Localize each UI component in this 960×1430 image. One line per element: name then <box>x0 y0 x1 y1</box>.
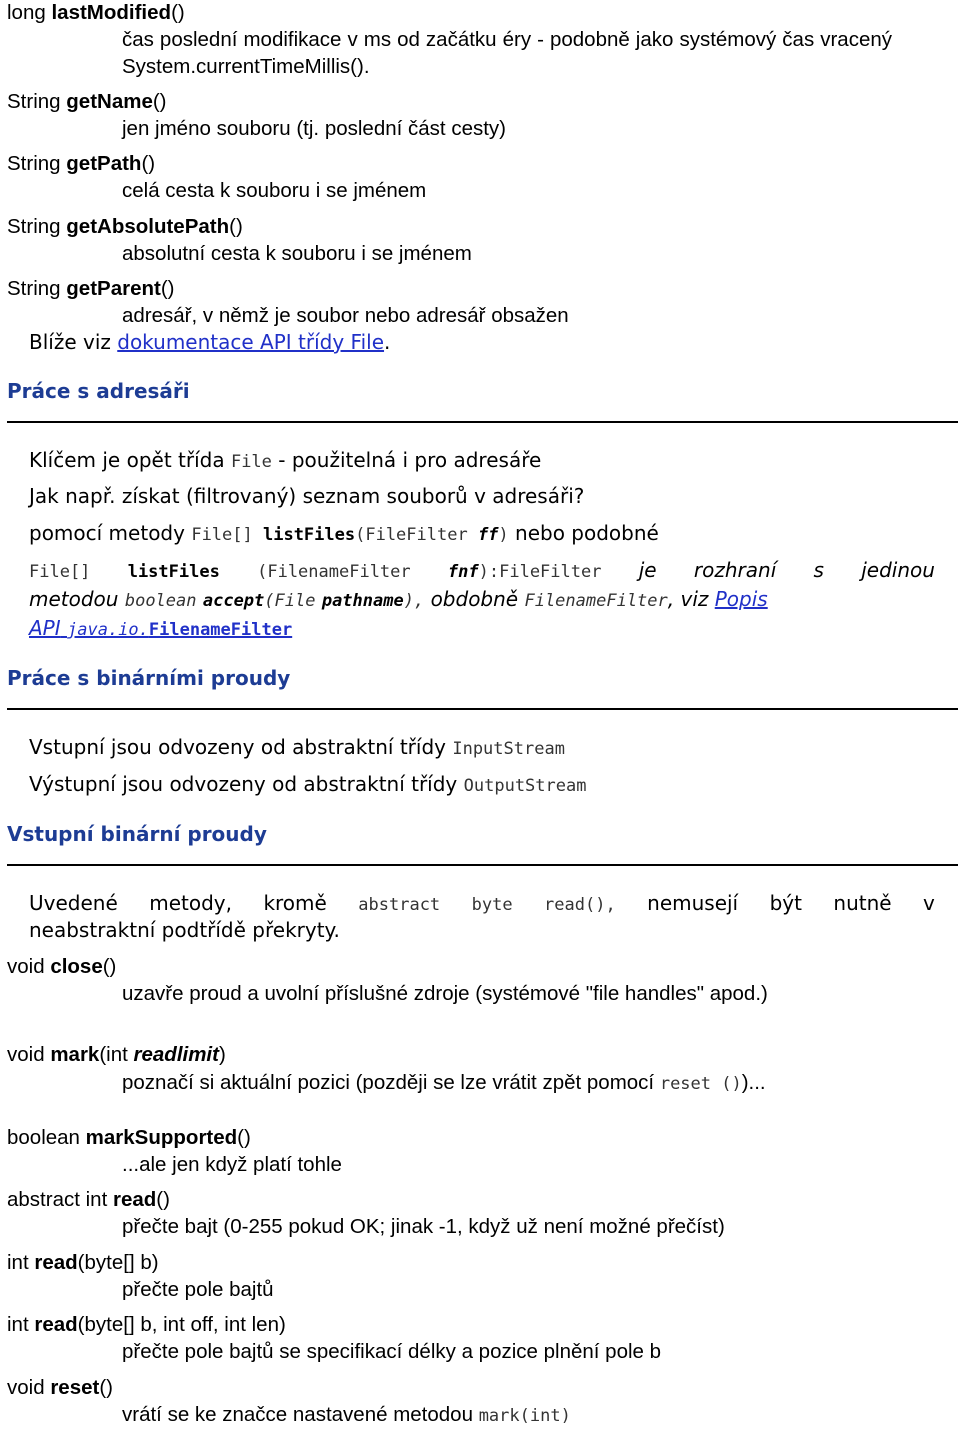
method-name: reset <box>50 1376 100 1399</box>
code: abstract <box>358 895 441 915</box>
section-heading-binary-streams: Práce s binárními proudy <box>7 666 291 690</box>
method-description: přečte pole bajtů <box>122 1278 274 1301</box>
method-name: getParent <box>66 277 161 300</box>
section-divider <box>7 864 958 866</box>
return-type: void <box>7 955 51 978</box>
code-method: listFiles <box>127 562 220 582</box>
return-type: int <box>7 1251 35 1274</box>
method-name: getPath <box>66 152 142 175</box>
see-also-suffix: . <box>384 330 391 354</box>
text: nebo podobné <box>508 521 659 545</box>
see-also-line <box>29 329 390 355</box>
method-params: ) <box>218 1043 226 1066</box>
return-type: int <box>7 1313 35 1336</box>
method-description: celá cesta k souboru i se jménem <box>122 179 427 202</box>
method-params: (byte[] b, int off, int len) <box>77 1313 286 1336</box>
method-params: () <box>229 215 243 238</box>
code-param: fnf <box>447 562 479 582</box>
api-link[interactable]: Popis <box>714 587 768 611</box>
api-file-doc-link[interactable]: dokumentace API třídy File <box>117 330 385 354</box>
return-type: void <box>7 1043 51 1066</box>
text: Výstupní jsou odvozeny od abstraktní třídy <box>29 772 464 796</box>
text: nutně <box>833 891 892 915</box>
paragraph-line <box>29 889 935 919</box>
method-description: přečte pole bajtů se specifikací délky a pozice plnění pole b <box>122 1340 662 1363</box>
text: s <box>813 558 824 582</box>
text: - použitelná i pro adresáře <box>271 448 542 472</box>
method-params: () <box>141 152 156 175</box>
filename-filter-api-link[interactable] <box>29 616 292 640</box>
text: je <box>638 558 657 582</box>
code: File[] <box>29 562 91 582</box>
return-type: String <box>7 277 61 300</box>
paragraph <box>29 520 659 548</box>
method-name: getName <box>66 90 153 113</box>
code: read(), <box>544 895 616 915</box>
method-params: () <box>99 1376 113 1399</box>
paragraph-line <box>29 585 768 616</box>
method-signature <box>7 1312 286 1338</box>
return-type: long <box>7 1 46 24</box>
code-outputstream: OutputStream <box>463 776 587 796</box>
code: (FilenameFilter <box>257 562 411 582</box>
method-signature <box>7 1187 170 1213</box>
text: metodou <box>29 587 119 611</box>
return-type: boolean <box>7 1126 86 1149</box>
method-description: absolutní cesta k souboru i se jménem <box>122 242 472 265</box>
code: FilenameFilter <box>524 591 668 611</box>
code-mark: mark(int) <box>478 1406 571 1426</box>
method-description <box>122 1069 892 1098</box>
method-signature <box>7 89 167 115</box>
paragraph <box>29 447 541 475</box>
return-type: void <box>7 1376 51 1399</box>
method-params: () <box>237 1126 251 1149</box>
text: , viz <box>667 587 709 611</box>
method-description: adresář, v němž je soubor nebo adresář obsažen <box>122 304 569 327</box>
method-params: () <box>152 90 167 113</box>
method-params: () <box>102 955 117 978</box>
text: poznačí si aktuální pozici (později se lze vrátit zpět pomocí <box>122 1071 660 1094</box>
method-signature <box>7 1375 113 1401</box>
code: byte <box>471 895 513 915</box>
code: ), <box>403 591 425 611</box>
return-type: String <box>7 152 61 175</box>
code: ):FileFilter <box>478 562 602 582</box>
filename-filter-paragraph <box>29 556 935 646</box>
see-also-prefix: Blíže viz <box>29 330 118 354</box>
method-name: close <box>50 955 103 978</box>
method-param: readlimit <box>133 1043 219 1066</box>
code: File[] <box>191 525 263 545</box>
method-name: markSupported <box>85 1126 238 1149</box>
return-type: abstract int <box>7 1188 113 1211</box>
code-method: listFiles <box>262 525 356 545</box>
method-description: ...ale jen když platí tohle <box>122 1153 342 1176</box>
paragraph <box>29 771 586 799</box>
code-param: pathname <box>321 591 404 611</box>
paragraph <box>29 734 565 762</box>
paragraph-line: neabstraktní podtřídě překryty. <box>29 918 340 942</box>
method-signature <box>7 151 155 177</box>
paragraph-line <box>29 556 935 587</box>
text: Klíčem je opět třída <box>29 448 231 472</box>
method-name: mark <box>50 1043 100 1066</box>
paragraph: Jak např. získat (filtrovaný) seznam souborů v adresáři? <box>29 484 585 508</box>
method-params: () <box>160 277 175 300</box>
method-signature <box>7 1125 251 1151</box>
method-params: (byte[] b) <box>77 1251 159 1274</box>
code-reset: reset () <box>659 1074 742 1094</box>
code-file: File <box>230 452 272 472</box>
text: v <box>923 891 935 915</box>
method-description: čas poslední modifikace v ms od začátku éry - podobně jako systémový čas vracený System.currentTimeMillis(). <box>122 28 892 78</box>
method-signature <box>7 954 116 980</box>
text: rozhraní <box>693 558 777 582</box>
text: jedinou <box>861 558 935 582</box>
text: nemusejí <box>647 891 739 915</box>
code-inputstream: InputStream <box>452 739 565 759</box>
code-group <box>448 556 602 587</box>
method-signature <box>7 1250 159 1276</box>
link-code: java.io. <box>67 620 149 640</box>
method-signature <box>7 0 185 26</box>
section-divider <box>7 708 958 710</box>
method-params: () <box>171 1 185 24</box>
method-signature <box>7 214 243 240</box>
code: (File <box>264 591 316 611</box>
text: metody, <box>149 891 232 915</box>
method-description: přečte bajt (0-255 pokud OK; jinak -1, když už není možné přečíst) <box>122 1215 725 1238</box>
code: boolean <box>124 591 197 611</box>
text: kromě <box>263 891 327 915</box>
text: Uvedené <box>29 891 118 915</box>
paragraph-line <box>29 614 292 645</box>
link-code: FilenameFilter <box>148 620 293 640</box>
method-name: read <box>34 1251 78 1274</box>
text: pomocí metody <box>29 521 192 545</box>
return-type: String <box>7 90 61 113</box>
text: být <box>769 891 802 915</box>
method-name: lastModified <box>51 1 172 24</box>
code: ) <box>498 525 509 545</box>
method-params: () <box>156 1188 170 1211</box>
text: vrátí se ke značce nastavené metodou <box>122 1403 479 1426</box>
code-param: ff <box>477 525 499 545</box>
return-type: String <box>7 215 61 238</box>
section-divider <box>7 421 958 423</box>
method-description: jen jméno souboru (tj. poslední část cesty) <box>122 117 506 140</box>
method-name: read <box>34 1313 78 1336</box>
method-description: uzavře proud a uvolní příslušné zdroje (systémové "file handles" apod.) <box>122 982 768 1005</box>
code: (FileFilter <box>355 525 478 545</box>
method-params: (int <box>99 1043 134 1066</box>
text: Vstupní jsou odvozeny od abstraktní třídy <box>29 735 453 759</box>
text: )... <box>741 1071 766 1094</box>
method-signature <box>7 276 174 302</box>
section-heading-directories: Práce s adresáři <box>7 379 190 403</box>
text: obdobně <box>430 587 519 611</box>
code-method: accept <box>202 591 265 611</box>
link-text: API <box>29 616 61 640</box>
method-name: getAbsolutePath <box>66 215 230 238</box>
section-heading-input-streams: Vstupní binární proudy <box>7 822 267 846</box>
method-signature <box>7 1042 226 1068</box>
method-name: read <box>112 1188 157 1211</box>
